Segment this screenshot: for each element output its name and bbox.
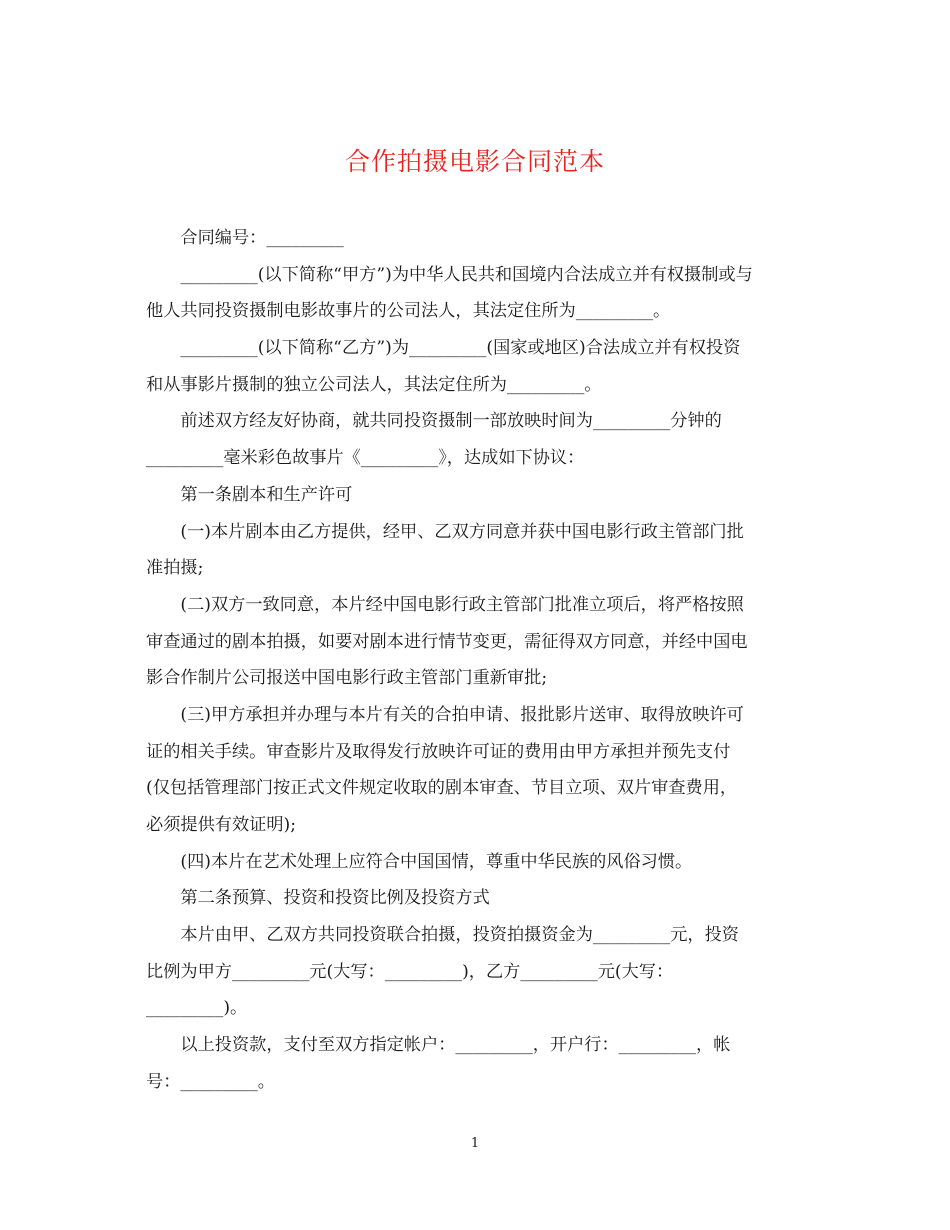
body-line: 比例为甲方_________元(大写：_________)，乙方_________元(大写： [146, 961, 674, 982]
body-line: _________毫米彩色故事片《_________》，达成如下协议： [146, 448, 585, 469]
body-line: 本片由甲、乙双方共同投资联合拍摄，投资拍摄资金为_________元，投资 [146, 925, 739, 946]
body-line: _________(以下简称“甲方”)为中华人民共和国境内合法成立并有权摄制或与 [146, 264, 753, 285]
body-line: 准拍摄; [146, 558, 204, 579]
body-line: 他人共同投资摄制电影故事片的公司法人，其法定住所为_________。 [146, 301, 671, 322]
section-heading: 第二条预算、投资和投资比例及投资方式 [146, 888, 490, 909]
section-heading: 第一条剧本和生产许可 [146, 484, 353, 505]
body-line: _________)。 [146, 998, 248, 1019]
body-line: _________(以下简称“乙方”)为_________(国家或地区)合法成立并有权投资 [146, 338, 741, 359]
body-line: 和从事影片摄制的独立公司法人，其法定住所为_________。 [146, 374, 602, 395]
body-line: 号：_________。 [146, 1071, 275, 1092]
page-number: 1 [470, 1136, 480, 1151]
body-line: (四)本片在艺术处理上应符合中国国情，尊重中华民族的风俗习惯。 [146, 851, 693, 872]
body-line: (二)双方一致同意，本片经中国电影行政主管部门批准立项后，将严格按照 [146, 594, 744, 615]
body-line: 前述双方经友好协商，就共同投资摄制一部放映时间为_________分钟的 [146, 411, 722, 432]
body-line: 必须提供有效证明); [146, 815, 296, 835]
body-line: 合同编号：_________ [146, 228, 344, 248]
body-line: 证的相关手续。审查影片及取得发行放映许可证的费用由甲方承担并预先支付 [146, 741, 731, 762]
document-body [146, 220, 806, 1101]
body-line: (一)本片剧本由乙方提供，经甲、乙双方同意并获中国电影行政主管部门批 [146, 521, 744, 542]
body-line: 影合作制片公司报送中国电影行政主管部门重新审批; [146, 668, 548, 689]
body-line: 审查通过的剧本拍摄，如要对剧本进行情节变更，需征得双方同意，并经中国电 [146, 631, 748, 652]
body-line: (三)甲方承担并办理与本片有关的合拍申请、报批影片送审、取得放映许可 [146, 704, 744, 725]
body-line: (仅包括管理部门按正式文件规定收取的剧本审查、节目立项、双片审查费用， [146, 778, 738, 799]
document-title: 合作拍摄电影合同范本 [344, 147, 605, 176]
body-line: 以上投资款，支付至双方指定帐户：_________，开户行：_________，帐 [146, 1035, 731, 1056]
